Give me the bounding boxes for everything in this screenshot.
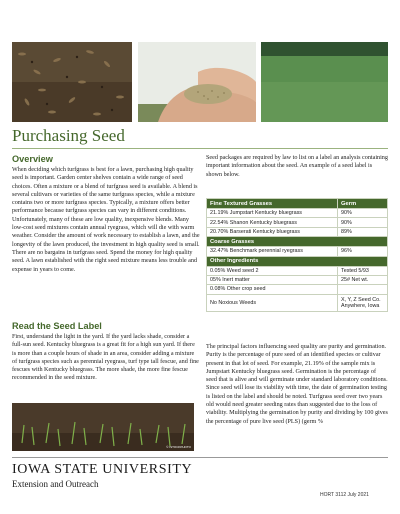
extension-subtitle: Extension and Outreach [12,479,99,489]
table-row [207,275,388,284]
page-title: Purchasing Seed [12,126,125,145]
table-row [207,294,388,311]
read-label-heading: Read the Seed Label [12,321,102,331]
seed-closeup-photo [12,42,132,122]
table-header-row [207,199,388,209]
table-cell: 21.19% Jumpstart Kentucky bluegrass [207,209,338,218]
table-row [207,266,388,275]
table-cell: No Noxious Weeds [207,294,338,311]
seed-quality-paragraph: The principal factors influencing seed quality are purity and germination. Purity is the percentage of pure seed of an identified species or cultivar present in that lot of seed. For example, 21.19% of the sample mix is Jumpstart Kentucky bluegrass seed. Germination is the percentage of seed that is alive and will germinate under standard laboratory conditions. Since seed will lose its viability with time, the date of germination testing is listed on the label and should be noted. Turfgrass seed over two years old would need greater seeding rates than suggested due to the loss of viability. Multiplying the germination by purity and dividing by 100 gives the percentage of pure live seed (PLS) (germ % [206,344,388,425]
hands-holding-seed-photo [138,42,256,122]
table-row [207,227,388,236]
table-cell: 22.54% Shanon Kentucky bluegrass [207,218,338,227]
seed-label-table [206,198,388,312]
coarse-grasses-header: Coarse Grasses [207,237,388,247]
table-cell: 20.70% Barserati Kentucky bluegrass [207,227,338,236]
fine-grasses-header: Fine Textured Grasses [207,199,338,209]
table-cell: 25# Net wt. [338,275,388,284]
table-cell: 0.05% Weed seed 2 [207,266,338,275]
table-header-row [207,256,388,266]
seedlings-photo [12,403,194,451]
university-logo-text: IOWA STATE UNIVERSITY [12,462,193,477]
seed-label-intro: Seed packages are required by law to list on a label an analysis containing important information about the seed. An example of a seed label is shown below. [206,155,388,178]
table-cell: 0.08% Other crop seed [207,285,338,294]
table-cell [338,285,388,294]
table-header-row [207,237,388,247]
table-cell: 89% [338,227,388,236]
table-cell: 90% [338,218,388,227]
table-row [207,218,388,227]
other-ingredients-header: Other Ingredients [207,256,388,266]
table-cell: 90% [338,209,388,218]
footer-divider [12,457,388,458]
table-row [207,285,388,294]
germ-header: Germ [338,199,388,209]
overview-heading: Overview [12,154,53,164]
title-divider [12,148,388,149]
read-label-paragraph: First, understand the light in the yard. If the yard lacks shade, consider a full-sun seed. Kentucky bluegrass is a great fit for a high sun yard. If there is more than a couple hours of shade in an area, consider adding a mixture of turfgrass species such as perennial ryegrass, turf type tall fescue, and fine fescues with Kentucky bluegrass. The more shade, the more fine fescue recommended in the seed mixture. [12,334,199,382]
photo-credit: © ISTOCKPHOTO [166,445,191,449]
overview-paragraph: When deciding which turfgrass is best for a lawn, purchasing high quality seed is important. Garden center shelves contain a wide range of seed choices. Often a mixture or a blend of turfgrass seed is available. A blend is several cultivars or varieties of the same turfgrass species, while a mixture contains two or more turfgrass species. Typically, a mixture offers better performance because turfgrass species can vary in different conditions. Unfortunately, many of these are low quality, inexpensive blends. Many low-cost seed mixtures contain annual ryegrass, which will die with warm weather. Consider the amount of work necessary to establish a lawn, and the longevity of the lawn produced, the investment in high quality seed is small. There are no bargains in turfgrass seed. Spend the money for high quality seed. A lawn established with the right seed mixture means less trouble and expense in years to come. [12,167,200,273]
publication-number: HORT 3112 July 2021 [320,492,369,498]
table-cell: 32.47% Benchmark perennial ryegrass [207,247,338,256]
table-cell: Tested 5/93 [338,266,388,275]
table-row [207,209,388,218]
table-cell: X, Y, Z Seed Co. Anywhere, Iowa [338,294,388,311]
table-cell: 96% [338,247,388,256]
table-row [207,247,388,256]
table-cell: 05% Inert matter [207,275,338,284]
lawn-photo [261,42,388,122]
